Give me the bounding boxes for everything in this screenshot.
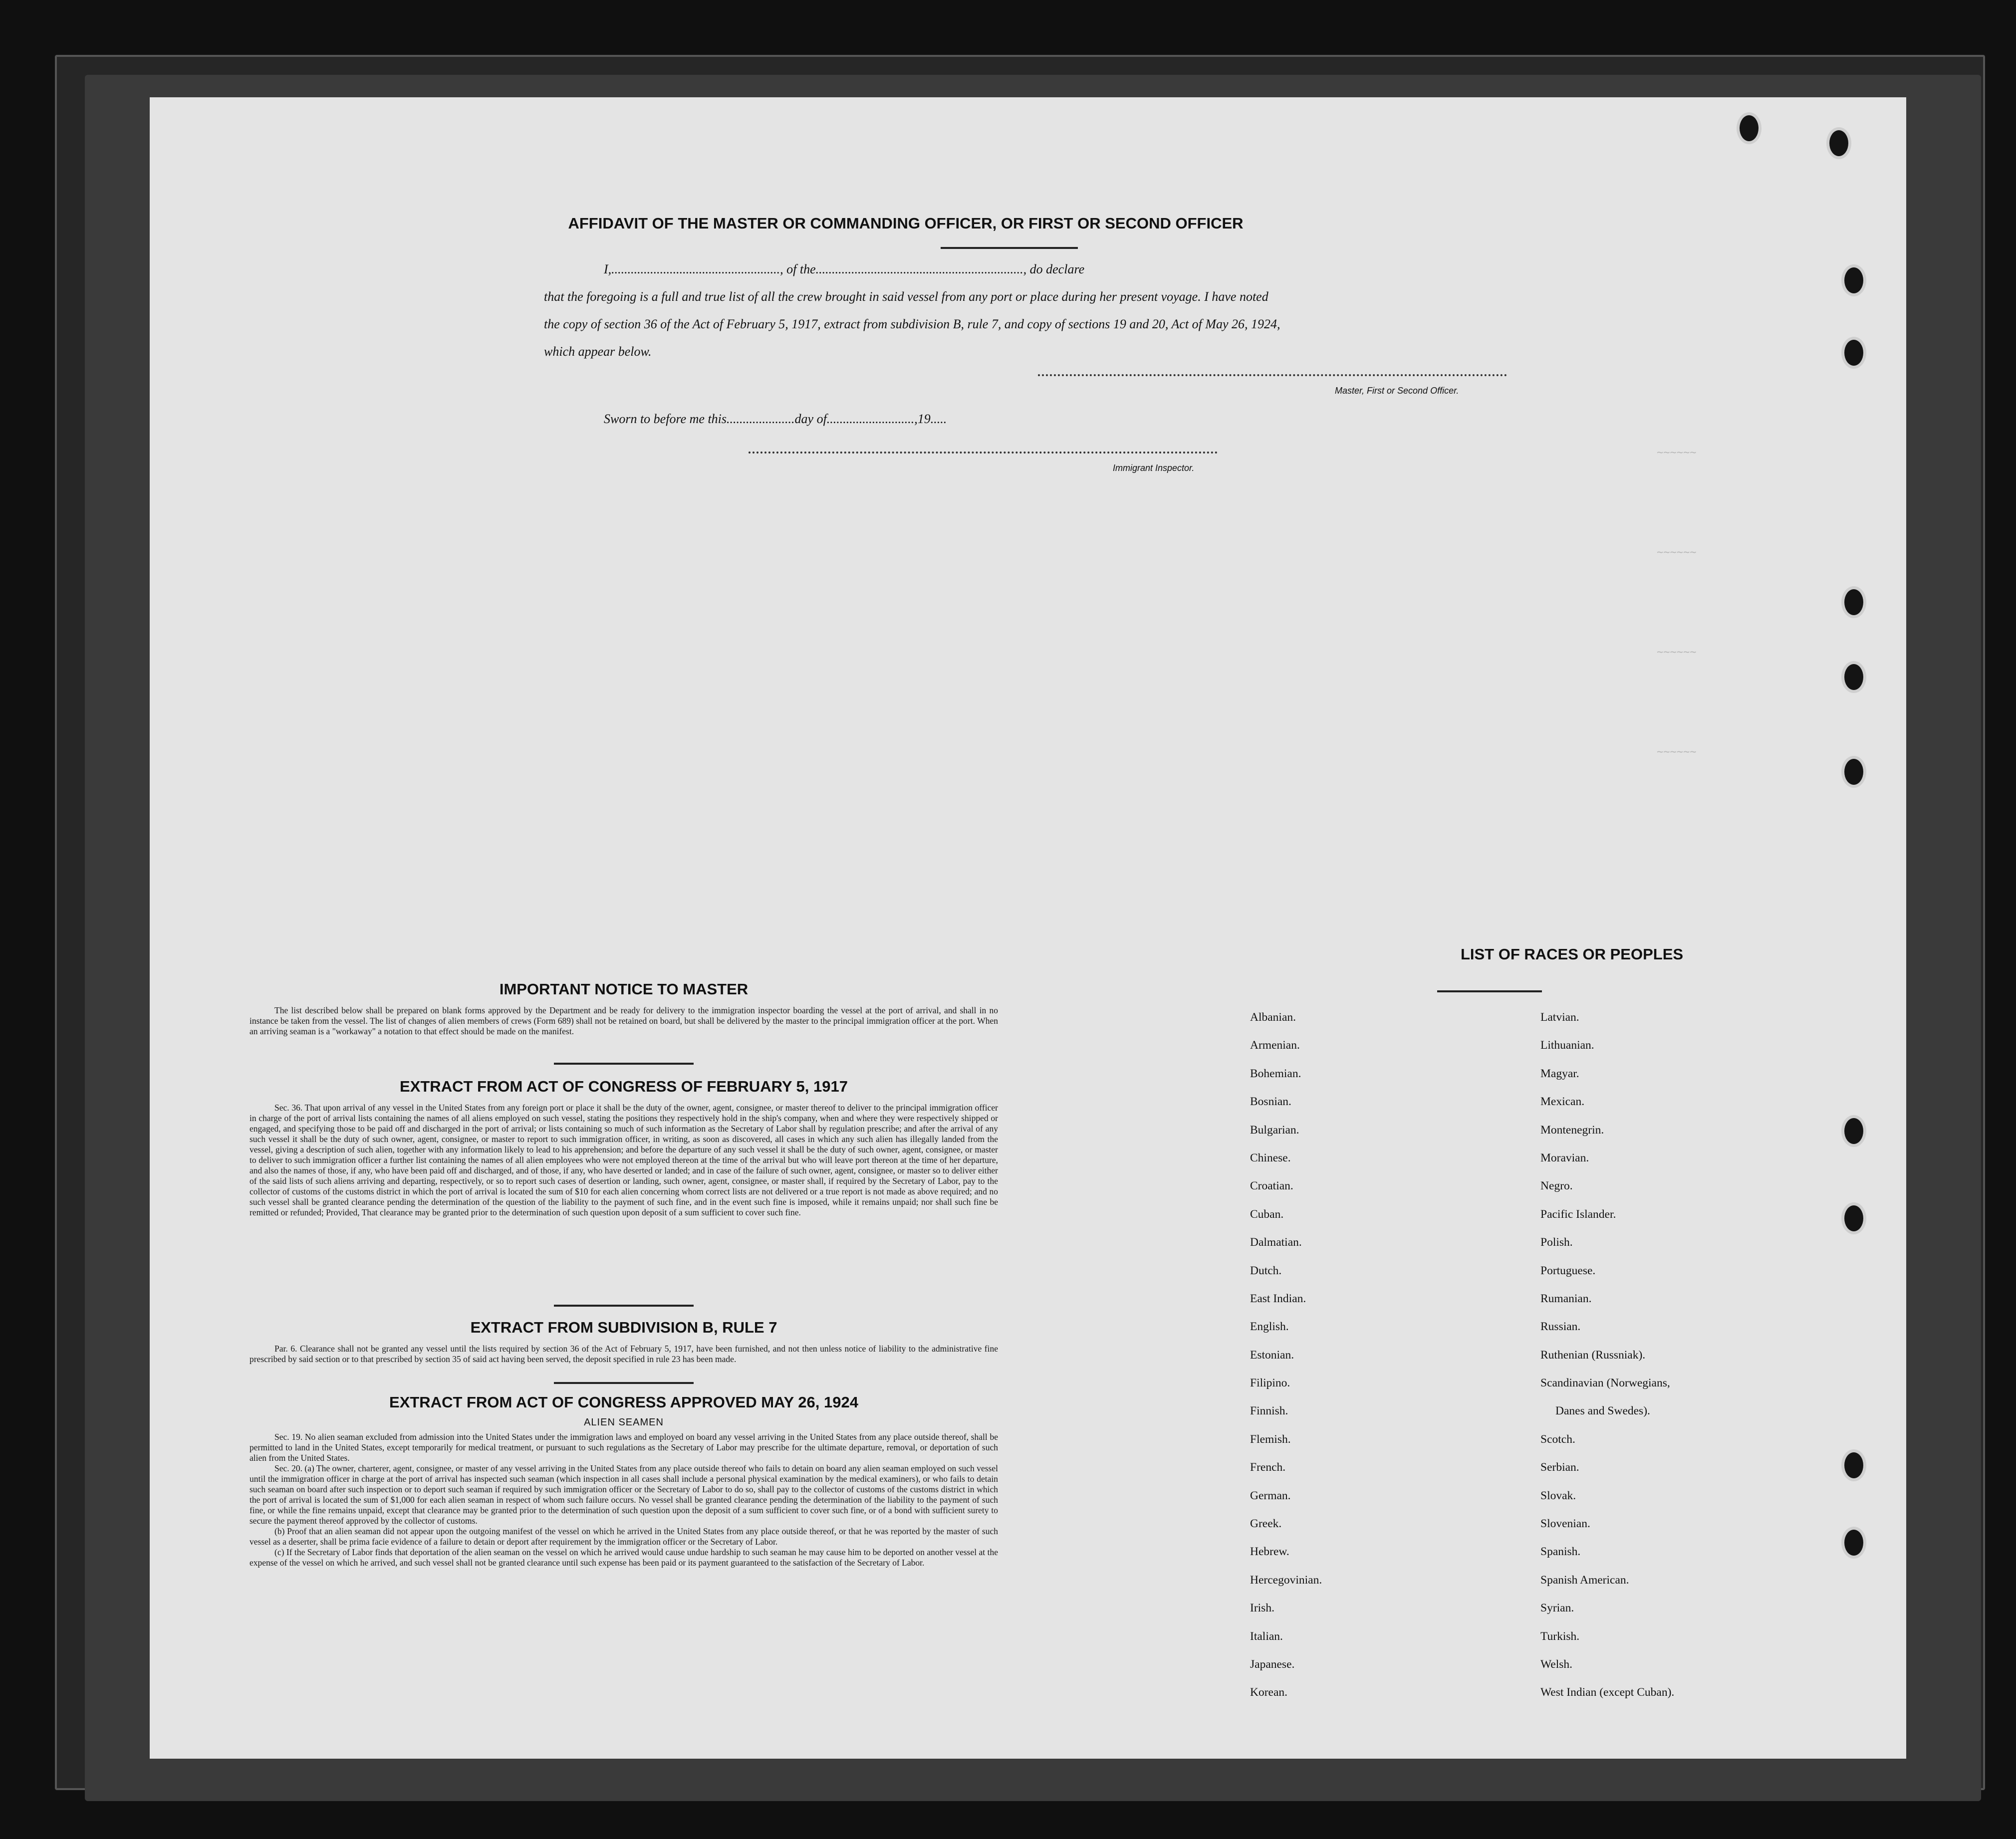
extract-1924-title: EXTRACT FROM ACT OF CONGRESS APPROVED MAY 26, 1924 [389,1393,858,1411]
race-item: Albanian. [1250,1011,1296,1024]
race-item: Lithuanian. [1540,1039,1594,1052]
race-item: Italian. [1250,1629,1283,1643]
race-item: Rumanian. [1540,1292,1592,1305]
binder-hole [1841,264,1866,296]
binder-hole [1841,1527,1866,1559]
race-item: Bulgarian. [1250,1123,1299,1137]
race-item: Spanish American. [1540,1573,1629,1587]
races-divider [1437,990,1542,992]
race-item: West Indian (except Cuban). [1540,1686,1675,1699]
alien-seamen-subtitle: ALIEN SEAMEN [584,1417,664,1428]
declaration-text: which appear below. [544,344,652,359]
bleed-through-mark: ~~~~~~ [1657,546,1697,559]
races-title: LIST OF RACES OR PEOPLES [1460,945,1684,963]
declaration-line: I,...................................................., of the................................................................, do declare [604,262,1085,276]
races-column-1 [1250,1010,1322,1714]
race-item: Scotch. [1540,1432,1575,1446]
section-20a-text: Sec. 20. (a) The owner, charterer, agent, consignee, or master of any vessel arriving in the United States from any place outside thereof who fails to detain on board any alien seaman employed on such vessel until the immigration officer in charge at the port of arrival has inspected such seaman (which inspection in all cases shall include a personal physical examination by the medical examiners), or who fails to detain such seaman on board after such inspection or to deport such seaman if required by such immigration officer or the Secretary of Labor to do so, shall pay to the collector of customs of the customs district in which the port of arrival is located the sum of $1,000 for each alien seaman in respect of whom such failure occurs. No vessel shall be granted clearance pending the determination of the liability to the payment of such fine, or while the fine remains unpaid, except that clearance may be granted prior to the determination of such question upon the deposit of a sum sufficient to cover such fine, or of a bond with sufficient surety to secure the payment thereof approved by the collector of customs. [250,1463,998,1526]
race-item: Polish. [1540,1236,1573,1249]
race-item: Turkish. [1540,1629,1580,1643]
race-item: Flemish. [1250,1432,1291,1446]
race-item: Irish. [1250,1602,1274,1615]
race-item: Slovak. [1540,1489,1576,1502]
bleed-through-mark: ~~~~~~ [1657,447,1697,459]
race-item: Magyar. [1540,1067,1579,1080]
binder-hole [1826,127,1851,159]
inspector-signature-line [749,452,1218,454]
race-item: Dalmatian. [1250,1236,1302,1249]
binder-hole [1841,1202,1866,1234]
race-item: Serbian. [1540,1461,1579,1474]
title-divider [941,247,1078,249]
binder-hole [1841,1115,1866,1147]
notice-text: The list described below shall be prepared on blank forms approved by the Department and be ready for delivery to the immigration inspector boarding the vessel at the port of arrival, and shall in no instance be taken from the vessel. The list of changes of alien members of crews (Form 689) shall not be retained on board, but shall be delivered by the master to the principal immigration officer at the port. When an arriving seaman is a "workaway" a notation to that effect should be made on the manifest. [250,1005,998,1036]
declaration-text: the copy of section 36 of the Act of February 5, 1917, extract from subdivision B, rule 7, and copy of sections 19 and 20, Act of May 26, 1924, [544,317,1280,331]
race-item: Dutch. [1250,1264,1282,1277]
race-item: Bohemian. [1250,1067,1301,1080]
race-item: Moravian. [1540,1151,1589,1164]
notice-title: IMPORTANT NOTICE TO MASTER [499,980,749,998]
race-item: Negro. [1540,1179,1573,1193]
race-item: Greek. [1250,1517,1282,1531]
race-item: Estonian. [1250,1348,1294,1362]
race-item: Ruthenian (Russniak). [1540,1348,1646,1362]
race-item: Russian. [1540,1320,1581,1334]
race-item: Portuguese. [1540,1264,1596,1277]
race-item: Armenian. [1250,1039,1300,1052]
signature-caption: Master, First or Second Officer. [1335,386,1459,396]
extract-1924-paragraphs [250,1432,998,1568]
race-item: Korean. [1250,1686,1288,1699]
race-item: Syrian. [1540,1602,1574,1615]
race-item: Bosnian. [1250,1095,1291,1109]
race-item: Japanese. [1250,1657,1295,1671]
section-divider [554,1305,694,1307]
race-item: Spanish. [1540,1545,1581,1559]
race-item: Latvian. [1540,1011,1579,1024]
race-item: Pacific Islander. [1540,1207,1616,1221]
declaration-text: that the foregoing is a full and true list of all the crew brought in said vessel from any port or place during her present voyage. I have noted [544,289,1268,304]
race-item: Finnish. [1250,1404,1288,1418]
race-item: Welsh. [1540,1657,1573,1671]
race-item: Mexican. [1540,1095,1585,1109]
notice-paragraph [250,1005,998,1037]
race-item: Hebrew. [1250,1545,1289,1559]
section-divider [554,1063,694,1065]
extract-rule7-text: Par. 6. Clearance shall not be granted any vessel until the lists required by section 36 of the Act of February 5, 1917, have been furnished, and not then unless notice of liability to the administrative fine prescribed by said section or to that prescribed by section 35 of said act having been served, the deposit specified in rule 23 has been made. [250,1344,998,1364]
extract-1917-title: EXTRACT FROM ACT OF CONGRESS OF FEBRUARY 5, 1917 [400,1078,848,1095]
race-item: Cuban. [1250,1207,1284,1221]
section-20b-text: (b) Proof that an alien seaman did not appear upon the outgoing manifest of the vessel on which he arrived in the United States from any place outside thereof, or that he was reported by the master of such vessel as a deserter, shall be prima facie evidence of a failure to detain or deport after requirement by the immigration officer or the Secretary of Labor. [250,1526,998,1547]
inspector-caption: Immigrant Inspector. [1113,463,1195,473]
binder-hole [1737,112,1762,144]
master-signature-line [1038,374,1507,376]
binder-hole [1841,661,1866,693]
section-20c-text: (c) If the Secretary of Labor finds that deportation of the alien seaman on the vessel on which he arrived would cause undue hardship to such seaman he may cause him to be deported on another vessel at the expense of the vessel on which he arrived, and such vessel shall not be granted clearance until such expense has been paid or its payment guaranteed to the satisfaction of the Secretary of Labor. [250,1547,998,1568]
binder-hole [1841,337,1866,369]
race-item: Chinese. [1250,1151,1291,1164]
extract-1917-paragraph [250,1103,998,1218]
race-item: German. [1250,1489,1291,1502]
race-item: Slovenian. [1540,1517,1590,1531]
race-item: Danes and Swedes). [1555,1404,1650,1418]
race-item: Scandinavian (Norwegians, [1540,1377,1670,1390]
race-item: Croatian. [1250,1179,1293,1193]
extract-rule7-title: EXTRACT FROM SUBDIVISION B, RULE 7 [470,1319,777,1336]
bleed-through-mark: ~~~~~~ [1657,646,1697,659]
extract-1917-text: Sec. 36. That upon arrival of any vessel in the United States from any foreign port or place it shall be the duty of the owner, agent, consignee, or master thereof to deliver to the principal immigration officer in charge of the port of arrival lists containing the names of all aliens employed on such vessel, stating the positions they respectively hold in the ship's company, when and where they were respectively shipped or engaged, and specifying those to be paid off and discharged in the port of arrival; or lists containing so much of such information as the Secretary of Labor shall by regulation prescribe; and after the arrival of any such vessel it shall be the duty of such owner, agent, consignee, or master to report to such immigration officer, in writing, as soon as discovered, all cases in which any such alien has illegally landed from the vessel, giving a description of such alien, together with any information likely to lead to his apprehension; and before the departure of any such vessel it shall be the duty of such owner, agent, consignee, or master to deliver to such immigration officer a further list containing the names of all alien employees who were not employed thereon at the time of the arrival but who will leave port thereon at the time of her departure, and also the names of those, if any, who have been paid off and discharged, and of those, if any, who have deserted or landed; and in case of the failure of such owner, agent, consignee, or master so to deliver either of the said lists of such aliens arriving and departing, respectively, or so to report such cases of desertion or landing, such owner, agent, consignee, or master shall, if required by the Secretary of Labor, pay to the collector of customs of the customs district in which the port of arrival is located the sum of $10 for each alien concerning whom correct lists are not delivered or a true report is not made as above required; and no such vessel shall be granted clearance pending the determination of the question of the liability to the payment of such fine, and in the event such fine is imposed, while it remains unpaid; nor shall such fine be remitted or refunded; Provided, That clearance may be granted prior to the determination of such question upon deposit of a sum sufficient to cover such fine. [250,1103,998,1217]
extract-rule7-paragraph [250,1344,998,1365]
binder-hole [1841,586,1866,618]
section-divider [554,1382,694,1384]
form-page [150,97,1906,1759]
race-item: Hercegovinian. [1250,1573,1322,1587]
race-item: English. [1250,1320,1289,1334]
affidavit-title: AFFIDAVIT OF THE MASTER OR COMMANDING OFFICER, OR FIRST OR SECOND OFFICER [568,215,1244,232]
race-item: French. [1250,1461,1286,1474]
binder-hole [1841,756,1866,788]
race-item: Filipino. [1250,1377,1290,1390]
section-19-text: Sec. 19. No alien seaman excluded from admission into the United States under the immigration laws and employed on board any vessel arriving in the United States from any place outside thereof, shall be permitted to land in the United States, except temporarily for medical treatment, or pursuant to such regulations as the Secretary of Labor may prescribe for the ultimate departure, removal, or deportation of such alien from the United States. [250,1432,998,1463]
sworn-line: Sworn to before me this.....................day of...........................,19..... [604,412,947,426]
race-item: Montenegrin. [1540,1123,1604,1137]
races-column-2 [1540,1010,1674,1714]
binder-hole [1841,1449,1866,1481]
bleed-through-mark: ~~~~~~ [1657,746,1697,758]
race-item: East Indian. [1250,1292,1306,1305]
